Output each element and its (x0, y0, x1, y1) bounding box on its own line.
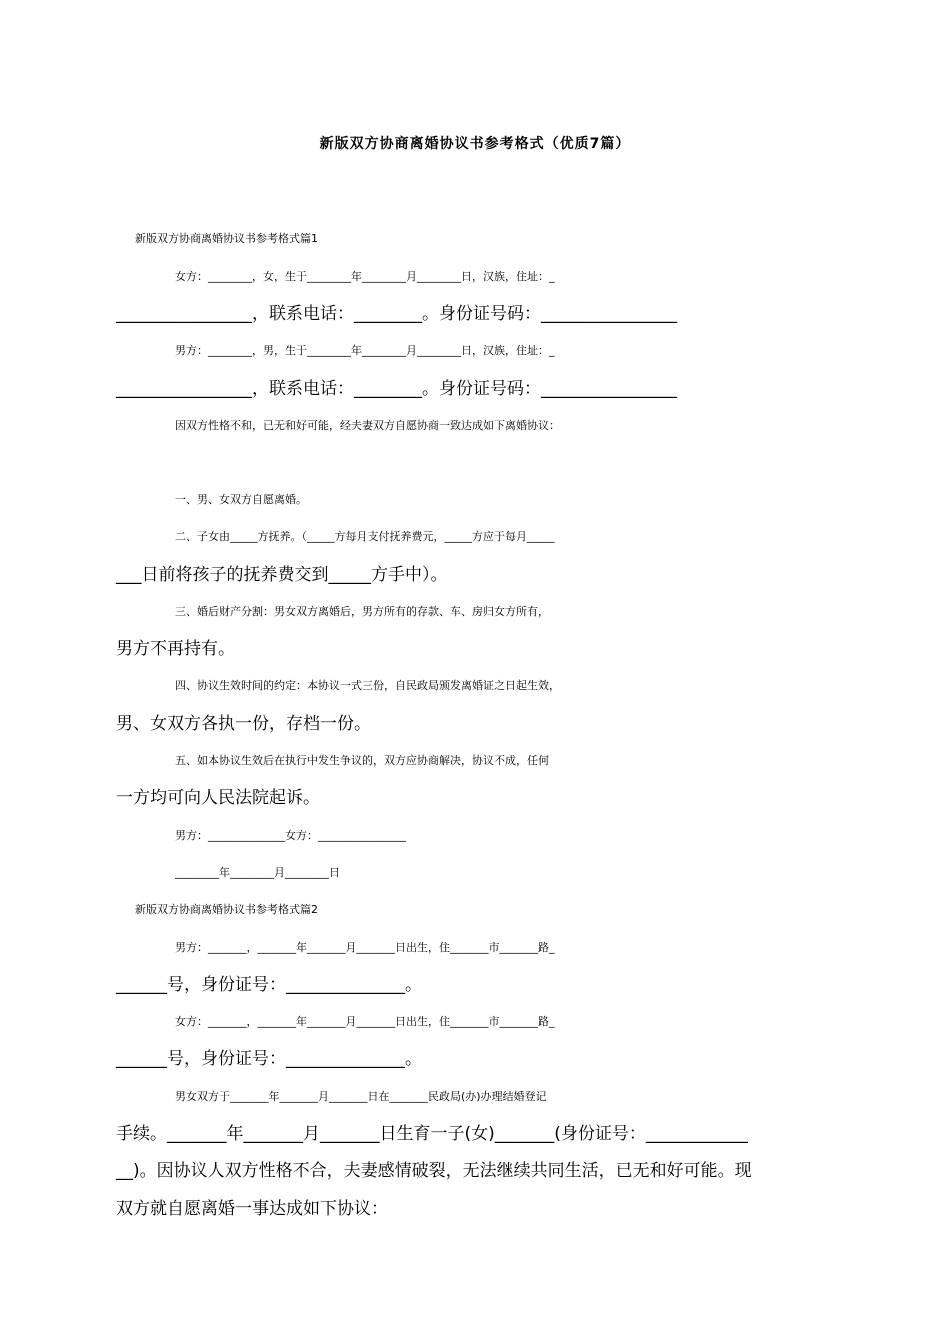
paragraph-line: 一方均可向人民法院起诉。 (116, 788, 320, 808)
date-line: ________年________月________日 (175, 866, 340, 879)
paragraph-line: ___日前将孩子的抚养费交到_____方手中）。 (116, 565, 448, 585)
paragraph-line: 女方：________，女，生于________年________月________日，汉族，住址：_ (175, 270, 555, 283)
paragraph-line: 男女双方于_______年_______月_______日在_______民政局(办)办理结婚登记 (175, 1090, 547, 1103)
signature-line: 男方：______________女方：________________ (175, 829, 406, 842)
document-title: 新版双方协商离婚协议书参考格式（优质7篇） (319, 136, 631, 152)
clause-4: 四、协议生效时间的约定：本协议一式三份，自民政局颁发离婚证之日起生效， (175, 679, 560, 692)
paragraph-line: 男方：_______，_______年_______月_______日出生，住_______市_______路_ (175, 941, 555, 954)
paragraph-line: ______号，身份证号：______________。 (116, 975, 422, 995)
paragraph-line: 男、女双方各执一份，存档一份。 (116, 714, 371, 734)
section-heading-2: 新版双方协商离婚协议书参考格式篇2 (135, 903, 318, 916)
clause-1: 一、男、女双方自愿离婚。 (175, 493, 307, 506)
paragraph-line: 双方就自愿离婚一事达成如下协议： (116, 1199, 388, 1219)
paragraph-line: 男方不再持有。 (116, 639, 235, 659)
paragraph-line: __)。因协议人双方性格不合，夫妻感情破裂，无法继续共同生活，已无和好可能。现 (116, 1161, 752, 1181)
clause-2: 二、子女由_____方抚养。（_____方每月支付抚养费元，_____方应于每月_____ (175, 530, 555, 543)
clause-5: 五、如本协议生效后在执行中发生争议的，双方应协商解决，协议不成，任何 (175, 754, 549, 767)
paragraph-line: ________________，联系电话：________。身份证号码：________________ (116, 304, 677, 324)
paragraph-line: ______号，身份证号：______________。 (116, 1049, 422, 1069)
section-heading-1: 新版双方协商离婚协议书参考格式篇1 (135, 232, 318, 245)
paragraph-line: 男方：________，男，生于________年________月________日，汉族，住址：_ (175, 344, 555, 357)
paragraph-line: 因双方性格不和，已无和好可能，经夫妻双方自愿协商一致达成如下离婚协议： (175, 419, 560, 432)
paragraph-line: ________________，联系电话：________。身份证号码：________________ (116, 379, 677, 399)
clause-3: 三、婚后财产分割：男女双方离婚后，男方所有的存款、车、房归女方所有， (175, 605, 549, 618)
paragraph-line: 女方：_______，_______年_______月_______日出生，住_______市_______路_ (175, 1015, 555, 1028)
paragraph-line: 手续。_______年_______月_______日生育一子(女)_______(身份证号：____________ (116, 1124, 748, 1144)
